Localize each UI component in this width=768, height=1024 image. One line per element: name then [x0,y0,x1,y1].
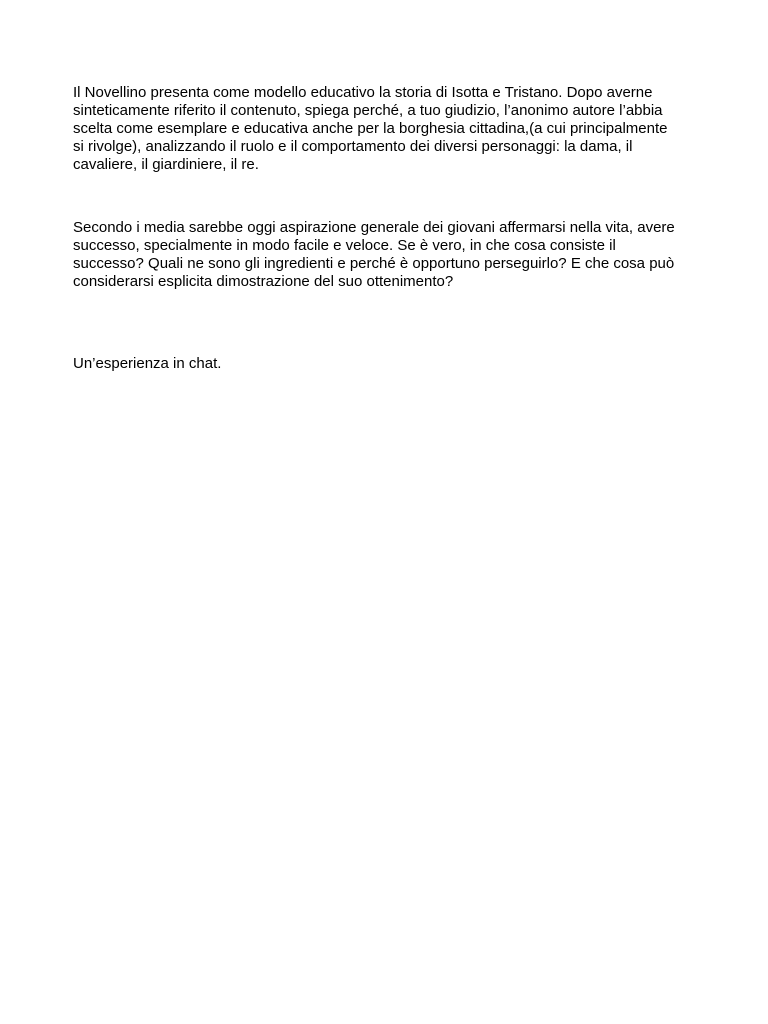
paragraph-success-prompt: Secondo i media sarebbe oggi aspirazione generale dei giovani affermarsi nella vita, avere successo, specialmente in modo facile e veloce. Se è vero, in che cosa consiste il successo? Quali ne sono gli ingredienti e perché è opportuno perseguirlo? E che cosa può considerarsi esplicita dimostrazione del suo ottenimento? [73,219,675,290]
paragraph-chat-prompt: Un’esperienza in chat. [73,355,222,372]
paragraph-novellino-prompt: Il Novellino presenta come modello educativo la storia di Isotta e Tristano. Dopo averne sinteticamente riferito il contenuto, spiega perché, a tuo giudizio, l’anonimo autore l’abbia scelta come esemplare e educativa anche per la borghesia cittadina,(a cui principalmente si rivolge), analizzando il ruolo e il comportamento dei diversi personaggi: la dama, il cavaliere, il giardiniere, il re. [73,84,668,173]
